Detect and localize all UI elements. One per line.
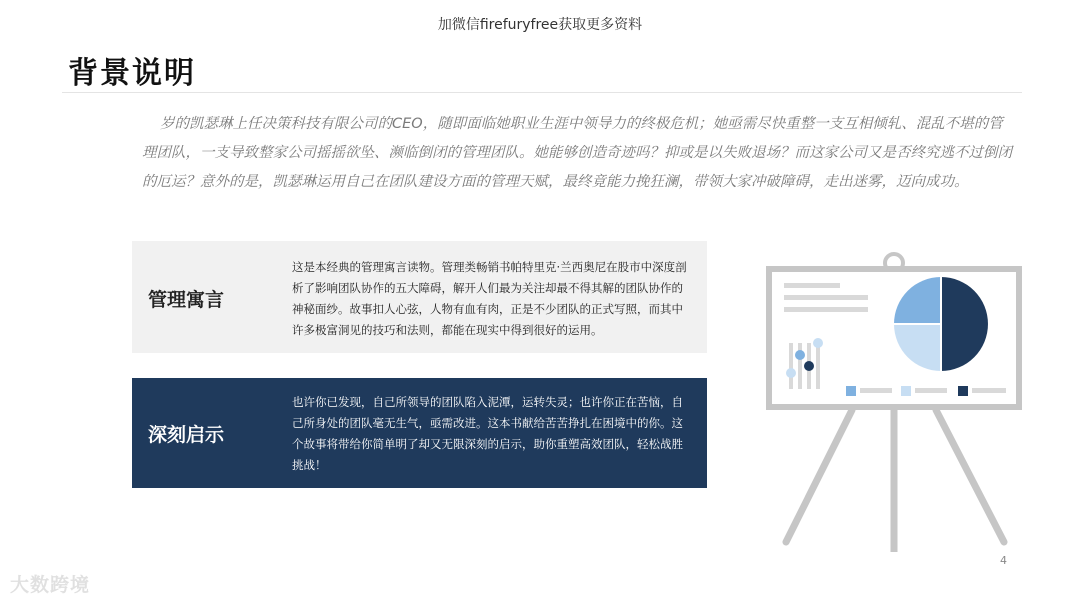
top-note: 加微信firefuryfree获取更多资料 bbox=[437, 17, 643, 33]
card-label: 管理寓言 bbox=[148, 289, 225, 311]
card-management-fable bbox=[132, 241, 707, 353]
card-deep-insight bbox=[132, 378, 707, 488]
presentation-easel-icon bbox=[760, 252, 1030, 552]
title-divider bbox=[62, 92, 1022, 93]
card-label: 深刻启示 bbox=[148, 424, 225, 446]
watermark: 大数跨境 bbox=[10, 574, 91, 596]
page-number: 4 bbox=[1000, 554, 1007, 567]
intro-paragraph: 岁的凯瑟琳上任决策科技有限公司的CEO，随即面临她职业生涯中领导力的终极危机；她亟需尽快重整一支互相倾轧、混乱不堪的管理团队，一支导致整家公司摇摇欲坠、濒临倒闭的管理团队。她能够创造奇迹吗？抑或是以失败退场？而这家公司又是否终究逃不过倒闭的厄运？意外的是，凯瑟琳运用自己在团队建设方面的管理天赋，最终竟能力挽狂澜，带领大家冲破障碍，走出迷雾，迈向成功。 bbox=[142, 116, 1012, 190]
page-title: 背景说明 bbox=[68, 56, 196, 91]
card-text: 也许你已发现，自己所领导的团队陷入泥潭，运转失灵；也许你正在苦恼，自己所身处的团队毫无生气，亟需改进。这本书献给苦苦挣扎在困境中的你。这个故事将带给你简单明了却又无限深刻的启示，助你重塑高效团队，轻松战胜挑战！ bbox=[292, 395, 683, 472]
card-text: 这是本经典的管理寓言读物。管理类畅销书帕特里克·兰西奥尼在股市中深度剖析了影响团队协作的五大障碍，解开人们最为关注却最不得其解的团队协作的神秘面纱。故事扣人心弦，人物有血有肉，正是不少团队的正式写照，而其中许多极富洞见的技巧和法则，都能在现实中得到很好的运用。 bbox=[292, 260, 687, 337]
